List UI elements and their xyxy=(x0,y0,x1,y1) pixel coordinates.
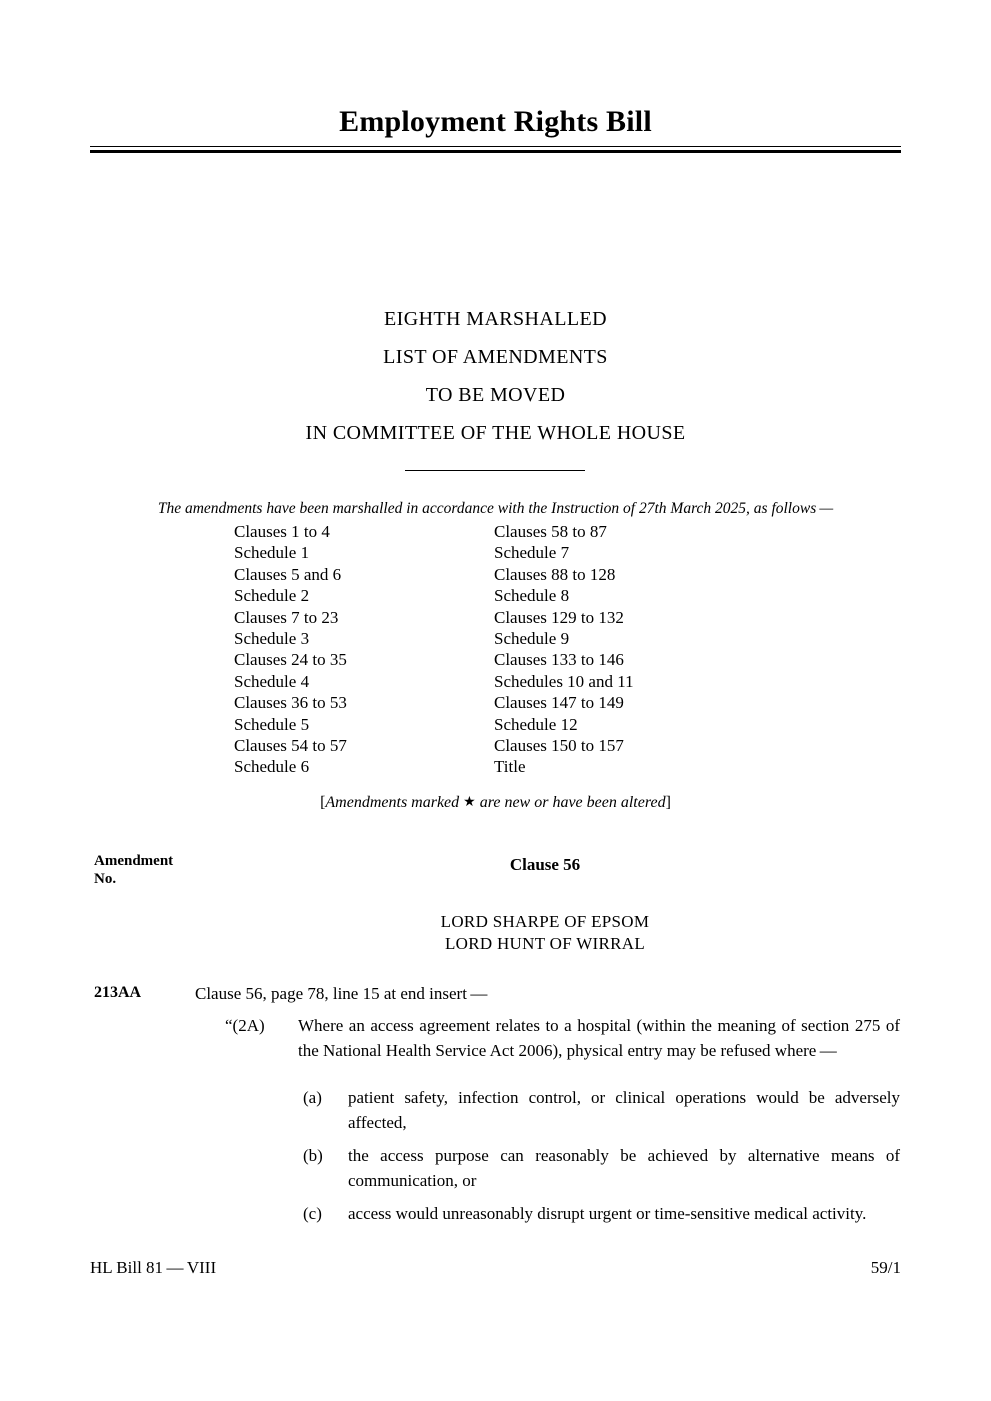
page-number: 59/1 xyxy=(870,1258,901,1277)
sponsor-name: LORD SHARPE OF EPSOM xyxy=(440,912,650,931)
list-item: Clauses 24 to 35 xyxy=(234,650,347,670)
page-footer xyxy=(90,1258,901,1278)
list-item: Schedule 1 xyxy=(234,543,310,563)
marshalling-order-right-column xyxy=(494,521,764,778)
list-item: Schedule 9 xyxy=(494,629,570,649)
title-divider xyxy=(90,146,901,153)
list-item: Schedule 7 xyxy=(494,543,570,563)
amendment-inserted-text xyxy=(225,1014,900,1063)
amendment-no-column-label xyxy=(94,852,173,888)
star-note-prefix: Amendments marked xyxy=(325,794,464,811)
inserted-subparagraph xyxy=(303,1086,900,1135)
subsection-text: Where an access agreement relates to a hospital (within the meaning of section 275 of the National Health Service Act 2006), physical entry may be refused where — xyxy=(298,1016,900,1060)
star-note-close-bracket: ] xyxy=(665,794,671,811)
list-item: Schedules 10 and 11 xyxy=(494,671,634,691)
marshalling-order-left-column xyxy=(234,521,494,778)
subparagraph-marker: (b) xyxy=(303,1146,323,1165)
inserted-subparagraph xyxy=(303,1144,900,1193)
subsection-marker: “(2A) xyxy=(225,1016,265,1035)
heading-line-2: LIST OF AMENDMENTS xyxy=(383,346,608,368)
heading-line-4: IN COMMITTEE OF THE WHOLE HOUSE xyxy=(305,422,686,444)
list-item: Clauses 54 to 57 xyxy=(234,736,347,756)
list-item: Clauses 36 to 53 xyxy=(234,693,347,713)
subparagraph-text: the access purpose can reasonably be achieved by alternative means of communication, or xyxy=(348,1146,900,1190)
clause-heading: Clause 56 xyxy=(509,855,581,874)
list-item: Clauses 150 to 157 xyxy=(494,736,624,756)
amendment-no-label-line-1: Amendment xyxy=(94,853,174,869)
marshalling-instruction: The amendments have been marshalled in accordance with the Instruction of 27th March 2025, as follows — xyxy=(157,500,834,517)
list-item: Schedule 3 xyxy=(234,629,310,649)
amendment-no-label-line-2: No. xyxy=(94,871,117,887)
list-item: Schedule 4 xyxy=(234,671,310,691)
list-item: Clauses 5 and 6 xyxy=(234,564,342,584)
list-heading-block xyxy=(90,300,901,452)
page-title: Employment Rights Bill xyxy=(339,105,652,138)
subparagraph-text: access would unreasonably disrupt urgent or time-sensitive medical activity. xyxy=(348,1204,867,1223)
title-rule-thick xyxy=(90,150,901,153)
list-item: Schedule 8 xyxy=(494,586,570,606)
amendment-number: 213AA xyxy=(94,984,142,1001)
list-item: Schedule 6 xyxy=(234,757,310,777)
inserted-subsection xyxy=(225,1014,900,1063)
list-item: Schedule 12 xyxy=(494,714,578,734)
list-item: Schedule 5 xyxy=(234,714,310,734)
star-legend-note xyxy=(90,794,901,812)
star-note-open-bracket: [ xyxy=(320,794,326,811)
heading-line-1: EIGHTH MARSHALLED xyxy=(384,308,607,330)
list-item: Clauses 7 to 23 xyxy=(234,607,339,627)
bill-reference: HL Bill 81 — VIII xyxy=(90,1258,217,1277)
amendment-sponsors xyxy=(190,911,900,955)
list-item: Clauses 58 to 87 xyxy=(494,522,607,541)
list-item: Clauses 1 to 4 xyxy=(234,522,330,541)
amendment-lead-in-text: Clause 56, page 78, line 15 at end insert — xyxy=(195,984,488,1003)
inserted-subparagraph xyxy=(303,1202,900,1227)
marshalling-order-list xyxy=(234,521,774,778)
heading-separator-rule xyxy=(405,470,585,471)
sponsor-name: LORD HUNT OF WIRRAL xyxy=(444,934,646,953)
list-item: Title xyxy=(494,757,526,777)
heading-line-3: TO BE MOVED xyxy=(425,384,566,406)
list-item: Clauses 133 to 146 xyxy=(494,650,624,670)
inserted-subparagraph-list xyxy=(303,1086,900,1227)
subparagraph-text: patient safety, infection control, or clinical operations would be adversely affected, xyxy=(348,1088,900,1132)
star-note-suffix: are new or have been altered xyxy=(475,794,666,811)
list-item: Clauses 129 to 132 xyxy=(494,607,624,627)
subparagraph-marker: (a) xyxy=(303,1088,322,1107)
list-item: Clauses 147 to 149 xyxy=(494,693,624,713)
list-item: Clauses 88 to 128 xyxy=(494,564,616,584)
list-item: Schedule 2 xyxy=(234,586,310,606)
subparagraph-marker: (c) xyxy=(303,1204,322,1223)
star-icon: ★ xyxy=(463,795,476,810)
